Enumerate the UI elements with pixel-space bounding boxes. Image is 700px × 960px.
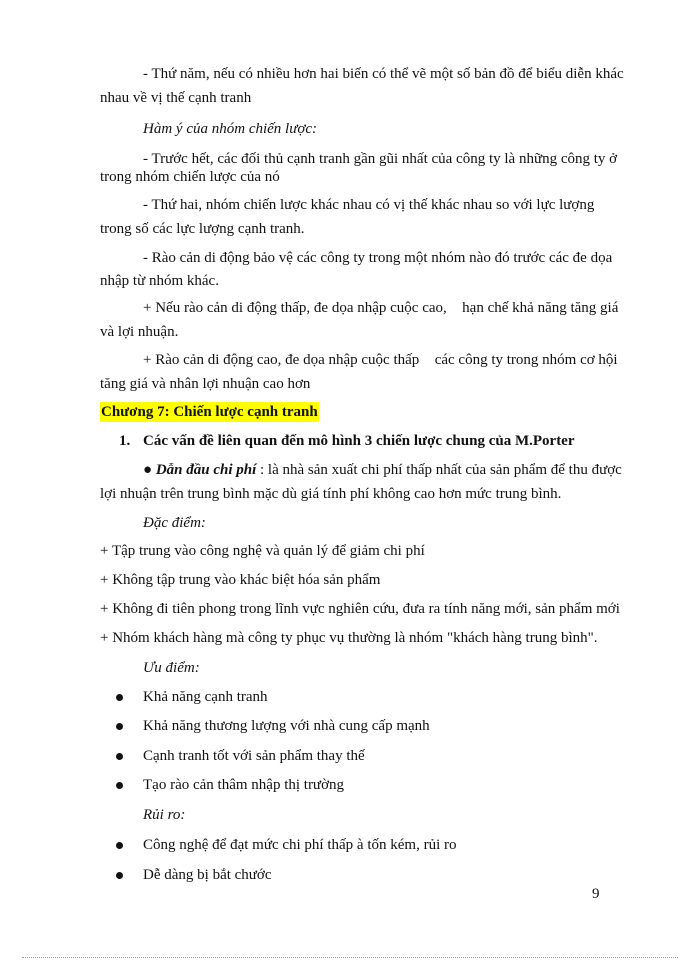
features-heading: Đặc điểm: (143, 515, 206, 531)
definition-line (143, 460, 622, 480)
bullet-icon (116, 842, 123, 849)
advantage-item: Khả năng cạnh tranh (143, 689, 268, 705)
definition-bullet: ● (143, 462, 153, 478)
feature-item: + Nhóm khách hàng mà công ty phục vụ thường là nhóm "khách hàng trung bình". (100, 630, 598, 646)
feature-item: + Tập trung vào công nghệ và quản lý để giảm chi phí (100, 543, 425, 559)
page-bottom-divider (22, 957, 678, 958)
advantage-item: Khả năng thương lượng với nhà cung cấp mạnh (143, 718, 430, 734)
bullet-icon (116, 782, 123, 789)
paragraph-line: trong số các lực lượng cạnh tranh. (100, 221, 305, 237)
advantages-heading: Ưu điểm: (143, 660, 200, 676)
paragraph-line: và lợi nhuận. (100, 324, 179, 340)
paragraph-line: nhau về vị thế cạnh tranh (100, 90, 252, 106)
paragraph-line: - Rào cản di động bảo vệ các công ty trong một nhóm nào đó trước các đe dọa (143, 250, 613, 266)
paragraph-line: nhập từ nhóm khác. (100, 273, 219, 289)
risk-item: Công nghệ để đạt mức chi phí thấp à tốn kém, rủi ro (143, 837, 457, 853)
bullet-icon (116, 753, 123, 760)
paragraph-line: + Rào cản di động cao, đe dọa nhập cuộc thấp  các công ty trong nhóm cơ hội (143, 352, 618, 368)
bullet-icon (116, 872, 123, 879)
section-title: Các vấn đề liên quan đến mô hình 3 chiến lược chung của M.Porter (143, 433, 575, 449)
paragraph-line: trong nhóm chiến lược của nó (100, 169, 280, 185)
bullet-icon (116, 694, 123, 701)
definition-text: : là nhà sản xuất chi phí thấp nhất của sản phẩm để thu được (256, 462, 622, 478)
paragraph-line: - Thứ hai, nhóm chiến lược khác nhau có vị thế khác nhau so với lực lượng (143, 197, 595, 213)
paragraph-line: - Trước hết, các đối thủ cạnh tranh gần gũi nhất của công ty là những công ty ở (143, 151, 618, 167)
paragraph-line: tăng giá và nhân lợi nhuận cao hơn (100, 376, 311, 392)
feature-item: + Không đi tiên phong trong lĩnh vực nghiên cứu, đưa ra tính năng mới, sản phẩm mới (100, 601, 620, 617)
risk-item: Dễ dàng bị bắt chước (143, 867, 272, 883)
chapter-title: Chương 7: Chiến lược cạnh tranh (101, 404, 318, 420)
paragraph-line: - Thứ năm, nếu có nhiều hơn hai biến có thể vẽ một số bản đồ để biểu diễn khác (143, 66, 624, 82)
subheading: Hàm ý của nhóm chiến lược: (143, 121, 318, 137)
definition-line: lợi nhuận trên trung bình mặc dù giá tính phí không cao hơn mức trung bình. (100, 486, 562, 502)
section-number: 1. (119, 433, 131, 449)
page-number: 9 (592, 886, 600, 902)
advantage-item: Tạo rào cản thâm nhập thị trường (143, 777, 344, 793)
paragraph-line: + Nếu rào cản di động thấp, đe dọa nhập cuộc cao,  hạn chế khả năng tăng giá (143, 300, 619, 316)
bullet-icon (116, 723, 123, 730)
advantage-item: Cạnh tranh tốt với sản phẩm thay thế (143, 748, 365, 764)
definition-term: Dẫn đầu chi phí (155, 462, 257, 478)
feature-item: + Không tập trung vào khác biệt hóa sản phẩm (100, 572, 381, 588)
risks-heading: Rủi ro: (143, 807, 186, 823)
